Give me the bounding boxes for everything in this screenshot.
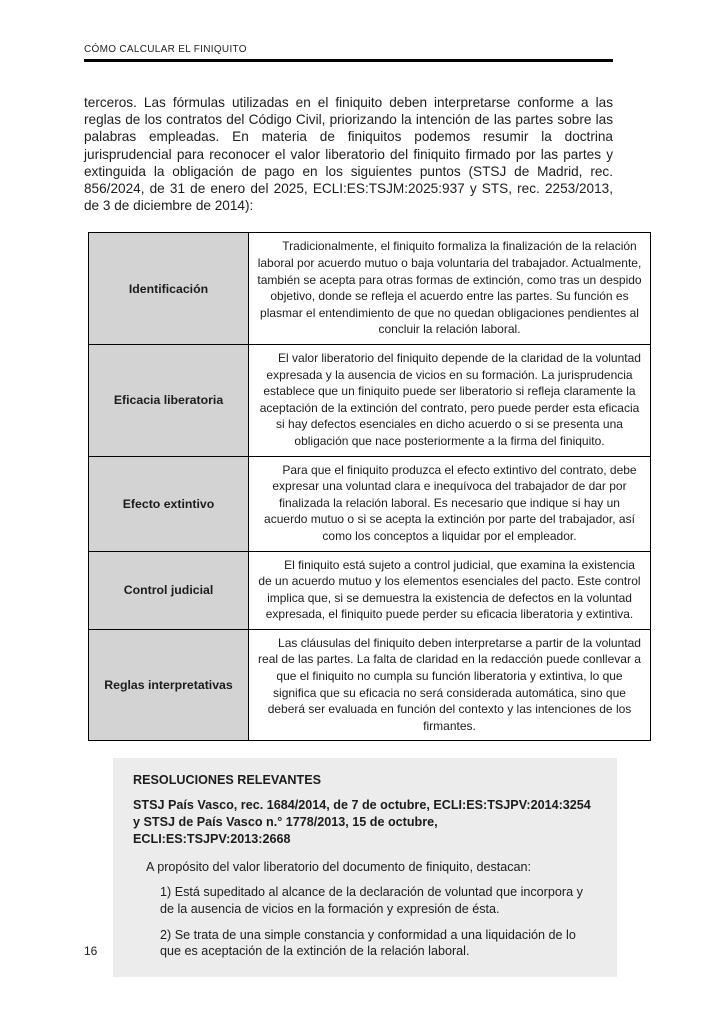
resolutions-citation: STSJ País Vasco, rec. 1684/2014, de 7 de octubre, ECLI:ES:TSJPV:2014:3254 y STSJ de País Vasco n.° 1778/2013, 15 de octubre, ECLI:ES:TSJPV:2013:2668 (133, 798, 591, 847)
row-text-eficacia-liberatoria: El valor liberatorio del finiquito depende de la claridad de la voluntad expresada y la ausencia de vicios en su formación. La jurisprudencia establece que un finiquito puede ser liberatorio si refleja claramente la aceptación de la extinción del contrato, pero puede perder esta eficacia si hay defectos esenciales en dicho acuerdo o si se presenta una obligación que nace posteriormente a la firma del finiquito. (249, 344, 651, 456)
intro-paragraph: terceros. Las fórmulas utilizadas en el finiquito deben interpretarse conforme a las reglas de los contratos del Código Civil, priorizando la intención de las partes sobre las palabras empleadas. En materia de finiquitos podemos resumir la doctrina jurisprudencial para reconocer el valor liberatorio del finiquito firmado por las partes y extinguida la obligación de pago en los siguientes puntos (STSJ de Madrid, rec. 856/2024, de 31 de enero del 2025, ECLI:ES:TSJM:2025:937 y STS, rec. 2253/2013, de 3 de diciembre de 2014): (84, 95, 613, 214)
running-header (84, 44, 613, 62)
row-text-reglas-interpretativas: Las cláusulas del finiquito deben interpretarse a partir de la voluntad real de las partes. La falta de claridad en la redacción puede conllevar a que el finiquito no cumpla su función liberatoria y extintiva, lo que significa que su eficacia no será considerada automática, sino que deberá ser evaluada en función del contexto y las intenciones de los firmantes. (249, 629, 651, 741)
row-label-efecto-extintivo: Efecto extintivo (89, 456, 249, 551)
row-label-reglas-interpretativas: Reglas interpretativas (89, 629, 249, 741)
resolutions-box (113, 758, 617, 977)
resolution-item: 1) Está supeditado al alcance de la declaración de voluntad que incorpora y de la ausencia de vicios en la formación y expresión de ésta. (160, 885, 583, 916)
page-number: 16 (84, 944, 98, 958)
resolution-item: 2) Se trata de una simple constancia y conformidad a una liquidación de lo que es aceptación de la extinción de la relación laboral. (160, 927, 576, 959)
page-title: CÓMO CALCULAR EL FINIQUITO (84, 44, 247, 55)
table-row (89, 551, 651, 629)
row-text-efecto-extintivo: Para que el finiquito produzca el efecto extintivo del contrato, debe expresar una voluntad clara e inequívoca del trabajador de dar por finalizada la relación laboral. Es necesario que indique si hay un acuerdo mutuo o si se acepta la extinción por parte del trabajador, así como los conceptos a liquidar por el empleador. (249, 456, 651, 551)
header-rule (84, 59, 613, 62)
resolutions-intro: A propósito del valor liberatorio del documento de finiquito, destacan: (146, 860, 532, 875)
table-row (89, 456, 651, 551)
page-content (84, 0, 642, 977)
row-label-control-judicial: Control judicial (89, 551, 249, 629)
row-text-identificacion: Tradicionalmente, el finiquito formaliza la finalización de la relación laboral por acuerdo mutuo o baja voluntaria del trabajador. Actualmente, también se acepta para otras formas de extinción, como tras un despido objetivo, donde se refleja el acuerdo entre las partes. Su función es plasmar el entendimiento de que no quedan obligaciones pendientes al concluir la relación laboral. (249, 233, 651, 345)
table-row (89, 629, 651, 741)
row-text-control-judicial: El finiquito está sujeto a control judicial, que examina la existencia de un acuerdo mutuo y los elementos esenciales del pacto. Este control implica que, si se demuestra la existencia de defectos en la voluntad expresada, el finiquito puede perder su eficacia liberatoria y extintiva. (249, 551, 651, 629)
resolutions-heading: RESOLUCIONES RELEVANTES (133, 773, 321, 788)
doctrine-table (88, 232, 651, 741)
row-label-identificacion: Identificación (89, 233, 249, 345)
table-row (89, 344, 651, 456)
table-row (89, 233, 651, 345)
row-label-eficacia-liberatoria: Eficacia liberatoria (89, 344, 249, 456)
